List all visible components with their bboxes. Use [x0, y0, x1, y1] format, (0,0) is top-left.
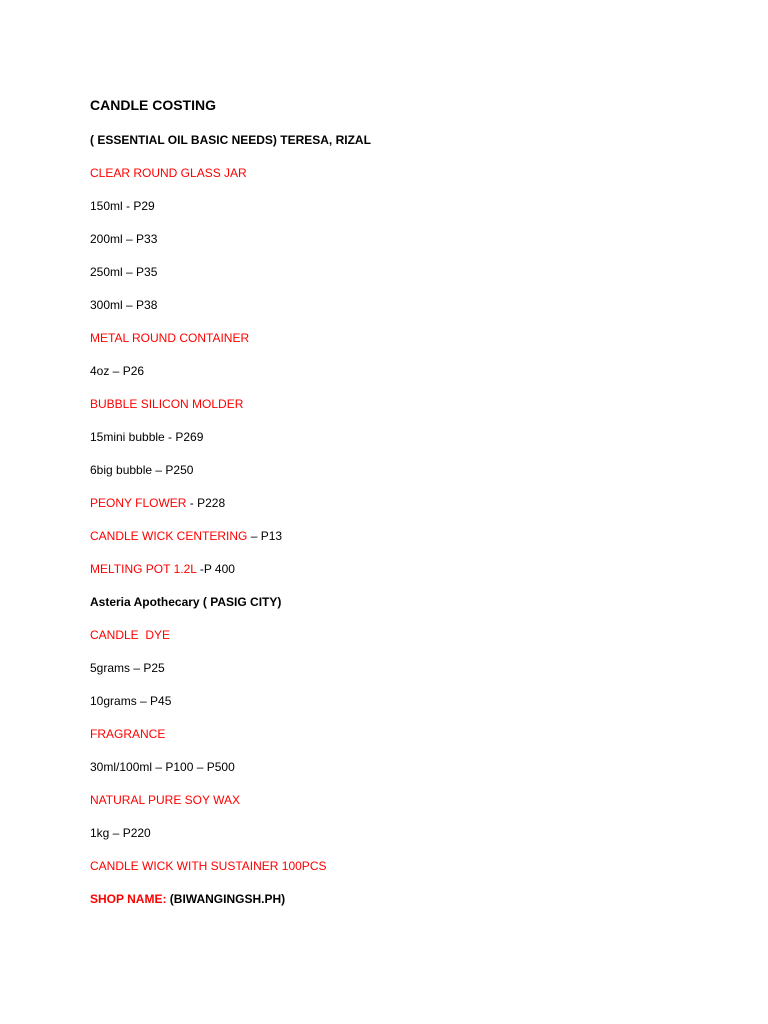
section-heading-fragrance: FRAGRANCE	[90, 727, 166, 741]
melting-pot-price: -P 400	[196, 562, 235, 576]
price-item: 4oz – P26	[90, 364, 145, 378]
shop-name-value: (BIWANGINGSH.PH)	[166, 892, 286, 906]
price-item: 30ml/100ml – P100 – P500	[90, 760, 235, 774]
section-heading-dye: CANDLE DYE	[90, 628, 171, 642]
supplier-heading-teresa: ( ESSENTIAL OIL BASIC NEEDS) TERESA, RIZAL	[90, 133, 371, 147]
melting-pot-label: MELTING POT 1.2L	[90, 562, 197, 576]
price-item: 6big bubble – P250	[90, 463, 194, 477]
peony-flower-label: PEONY FLOWER	[90, 496, 187, 510]
price-item: 10grams – P45	[90, 694, 172, 708]
price-item: 1kg – P220	[90, 826, 151, 840]
wick-centering-price: – P13	[247, 529, 283, 543]
section-heading-soy-wax: NATURAL PURE SOY WAX	[90, 793, 241, 807]
section-heading-glass-jar: CLEAR ROUND GLASS JAR	[90, 166, 247, 180]
price-item: 150ml - P29	[90, 199, 155, 213]
price-item: 15mini bubble - P269	[90, 430, 204, 444]
melting-pot-line	[90, 561, 235, 577]
wick-centering-label: CANDLE WICK CENTERING	[90, 529, 248, 543]
section-heading-wick-sustainer: CANDLE WICK WITH SUSTAINER 100PCS	[90, 859, 327, 873]
price-item: 5grams – P25	[90, 661, 165, 675]
price-item: 200ml – P33	[90, 232, 158, 246]
supplier-heading-asteria: Asteria Apothecary ( PASIG CITY)	[90, 595, 282, 609]
wick-centering-line	[90, 528, 282, 544]
price-item: 300ml – P38	[90, 298, 158, 312]
price-item: 250ml – P35	[90, 265, 158, 279]
shop-name-line	[90, 891, 285, 907]
peony-flower-line	[90, 495, 225, 511]
section-heading-silicon-molder: BUBBLE SILICON MOLDER	[90, 397, 244, 411]
peony-flower-price: - P228	[186, 496, 226, 510]
section-heading-metal-container: METAL ROUND CONTAINER	[90, 331, 250, 345]
page-title: CANDLE COSTING	[90, 97, 216, 113]
shop-name-label: SHOP NAME:	[90, 892, 167, 906]
